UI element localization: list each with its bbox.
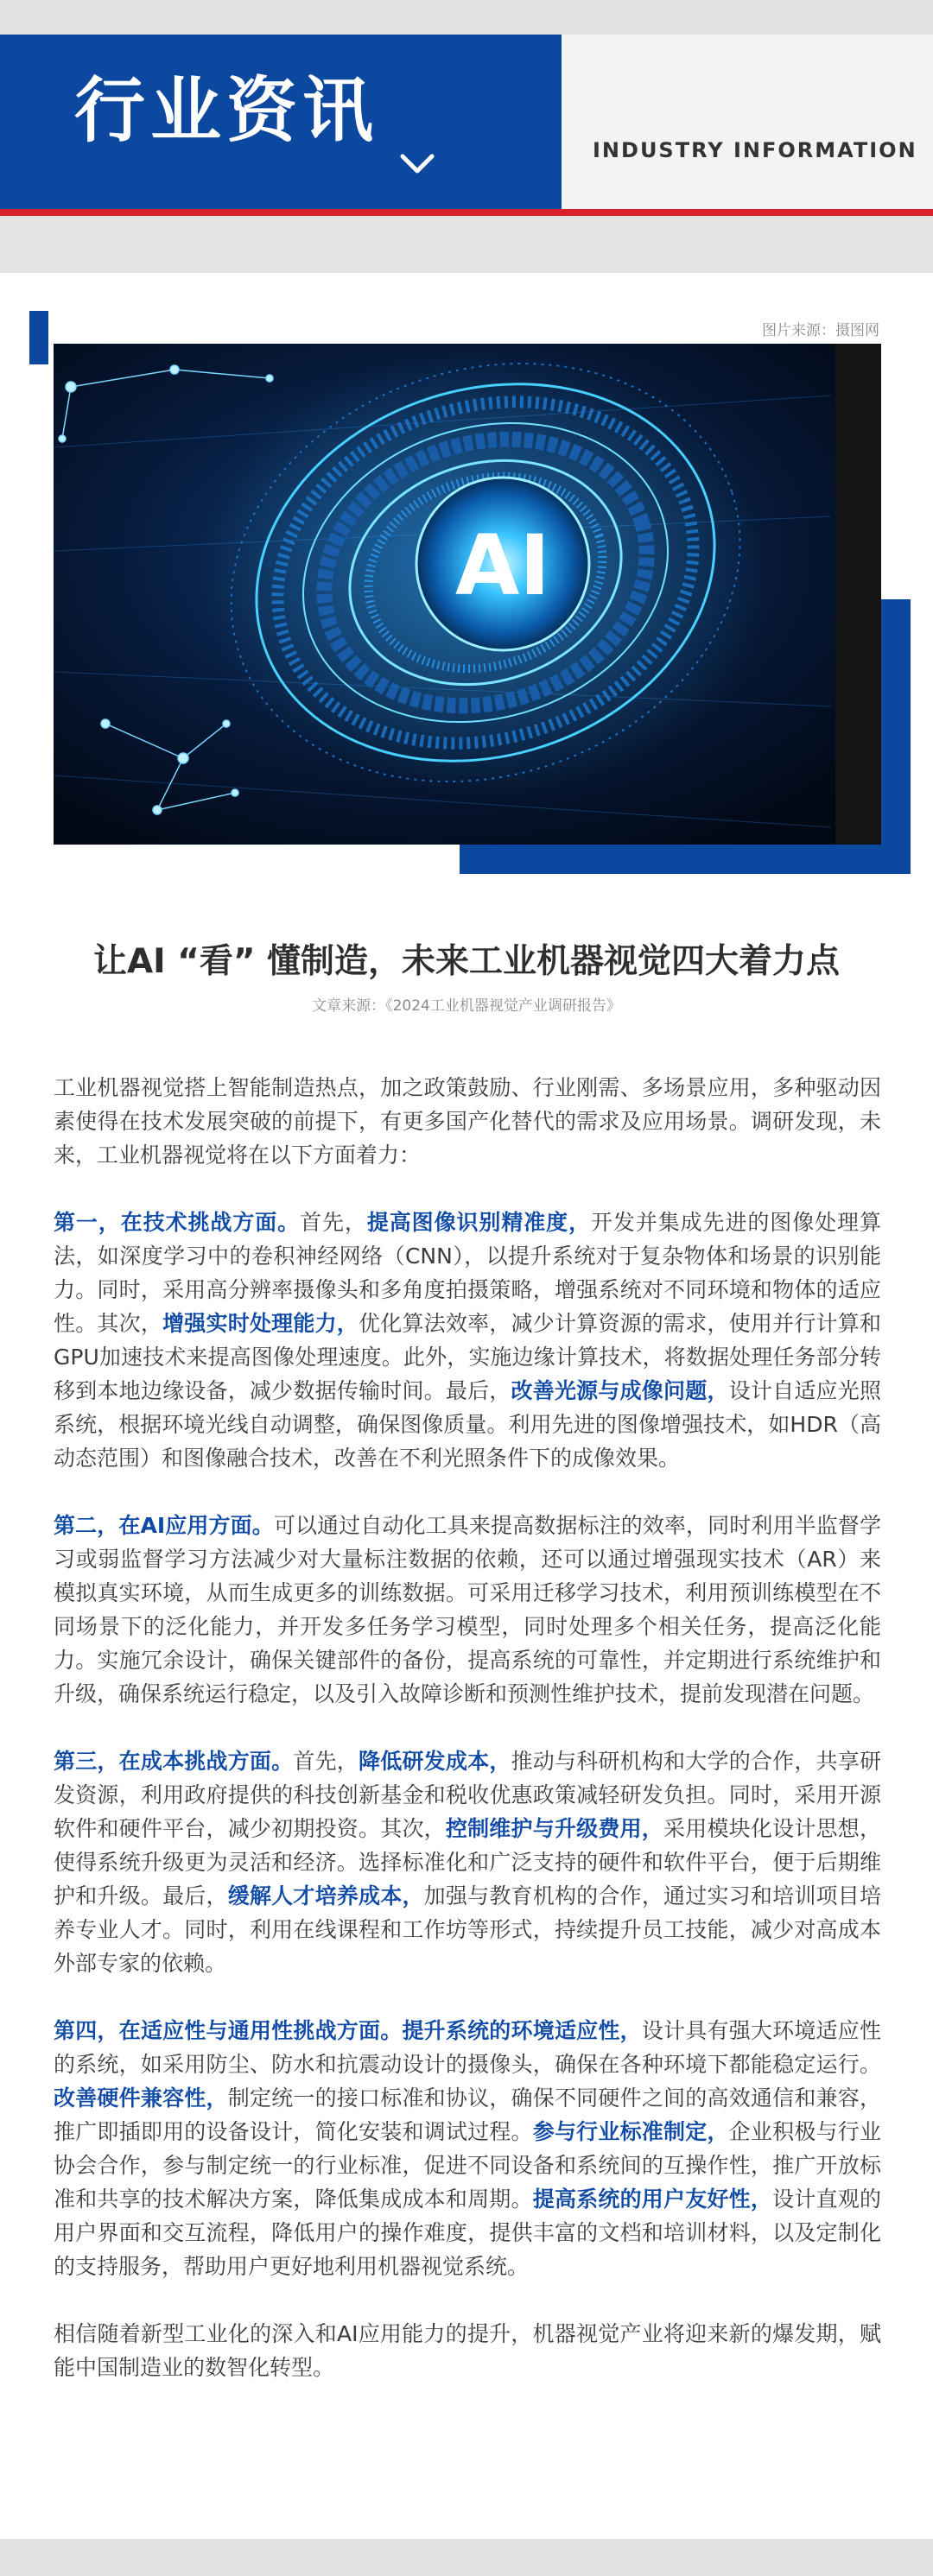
body-text: 制定统一的接口标准和协议，确保不同硬件之间的高效通信和兼容，推广即插即用的设备设计，简化安装和调试过程。: [54, 2085, 881, 2144]
highlight-text: 改善硬件兼容性，: [54, 2085, 228, 2111]
highlight-text: 第四，在适应性与通用性挑战方面。提升系统的环境适应性，: [54, 2018, 642, 2043]
highlight-text: 提高系统的用户友好性，: [532, 2187, 773, 2212]
chevron-down-icon: [399, 152, 435, 176]
page-title: 行业资讯: [74, 70, 379, 152]
highlight-text: 改善光源与成像问题，: [511, 1378, 729, 1403]
article-paragraph: [54, 1509, 881, 1711]
highlight-text: 第二，在AI应用方面。: [54, 1513, 274, 1538]
body-text: 加强与教育机构的合作，通过实习和培训项目培养专业人才。同时，利用在线课程和工作坊等形式，持续提升员工技能，减少对高成本外部专家的依赖。: [54, 1883, 881, 1976]
article-paragraph: [54, 1206, 881, 1475]
article-title: 让AI “看” 懂制造，未来工业机器视觉四大着力点: [92, 942, 841, 981]
highlight-text: 第一，在技术挑战方面。: [54, 1210, 301, 1235]
article-paragraph: [54, 1744, 881, 1980]
body-text: 优化算法效率，减少计算资源的需求，使用并行计算和GPU加速技术来提高图像处理速度。此外，实施边缘计算技术，将数据处理任务部分转移到本地边缘设备，减少数据传输时间。最后，: [54, 1311, 881, 1403]
highlight-text: 提高图像识别精准度，: [366, 1210, 591, 1235]
body-text: 首先，: [300, 1210, 367, 1235]
article-paragraph: [54, 1071, 881, 1172]
article-paragraph: [54, 2317, 881, 2384]
body-text: 设计直观的用户界面和交互流程，降低用户的操作难度，提供丰富的文档和培训材料，以及定制化的支持服务，帮助用户更好地利用机器视觉系统。: [54, 2187, 881, 2279]
hero-image: [54, 344, 881, 845]
body-text: 可以通过自动化工具来提高数据标注的效率，同时利用半监督学习或弱监督学习方法减少对大量标注数据的依赖，还可以通过增强现实技术（AR）来模拟真实环境，从而生成更多的训练数据。可采用迁移学习技术，利用预训练模型在不同场景下的泛化能力，并开发多任务学习模型，同时处理多个相关任务，提高泛化能力。实施冗余设计，确保关键部件的备份，提高系统的可靠性，并定期进行系统维护和升级，确保系统运行稳定，以及引入故障诊断和预测性维护技术，提前发现潜在问题。: [54, 1513, 881, 1706]
body-text: 设计具有强大环境适应性的系统，如采用防尘、防水和抗震动设计的摄像头，确保在各种环境下都能稳定运行。: [54, 2018, 881, 2077]
highlight-text: 降低研发成本，: [359, 1749, 511, 1774]
body-text: 推动与科研机构和大学的合作，共享研发资源，利用政府提供的科技创新基金和税收优惠政策减轻研发负担。同时，采用开源软件和硬件平台，减少初期投资。其次，: [54, 1749, 881, 1841]
header-band: [0, 216, 933, 273]
page-subtitle-en: INDUSTRY INFORMATION: [593, 138, 917, 162]
image-credit: 图片来源：摄图网: [762, 322, 879, 339]
body-text: 首先，: [293, 1749, 359, 1774]
body-text: 企业积极与行业协会合作，参与制定统一的行业标准，促进不同设备和系统间的互操作性，推广开放标准和共享的技术解决方案，降低集成成本和周期。: [54, 2119, 881, 2212]
bottom-band: [0, 2539, 933, 2576]
article-paragraph: [54, 2014, 881, 2283]
ai-chip-text: AI: [454, 517, 551, 614]
highlight-text: 缓解人才培养成本，: [227, 1883, 424, 1908]
body-text: 工业机器视觉搭上智能制造热点，加之政策鼓励、行业刚需、多场景应用，多种驱动因素使得在技术发展突破的前提下，有更多国产化替代的需求及应用场景。调研发现，未来，工业机器视觉将在以下方面着力：: [54, 1075, 881, 1168]
body-text: 开发并集成先进的图像处理算法，如深度学习中的卷积神经网络（CNN），以提升系统对于复杂物体和场景的识别能力。同时，采用高分辨率摄像头和多角度拍摄策略，增强系统对不同环境和物体的适应性。其次，: [54, 1210, 881, 1336]
highlight-text: 控制维护与升级费用，: [445, 1816, 664, 1841]
article-body: [54, 1071, 881, 2418]
decor-block-top-left: [29, 311, 48, 364]
header-divider: [0, 209, 933, 216]
body-text: 相信随着新型工业化的深入和AI应用能力的提升，机器视觉产业将迎来新的爆发期，赋能中国制造业的数智化转型。: [54, 2321, 881, 2380]
highlight-text: 增强实时处理能力，: [162, 1311, 359, 1336]
top-band: [0, 0, 933, 35]
article-source: 文章来源：《2024工业机器视觉产业调研报告》: [312, 997, 621, 1015]
body-text: 设计自适应光照系统，根据环境光线自动调整，确保图像质量。利用先进的图像增强技术，如HDR（高动态范围）和图像融合技术，改善在不利光照条件下的成像效果。: [54, 1378, 881, 1471]
highlight-text: 第三，在成本挑战方面。: [54, 1749, 294, 1774]
body-text: 采用模块化设计思想，使得系统升级更为灵活和经济。选择标准化和广泛支持的硬件和软件平台，便于后期维护和升级。最后，: [54, 1816, 881, 1908]
ai-eye-illustration: [54, 344, 881, 845]
highlight-text: 参与行业标准制定，: [532, 2119, 729, 2144]
